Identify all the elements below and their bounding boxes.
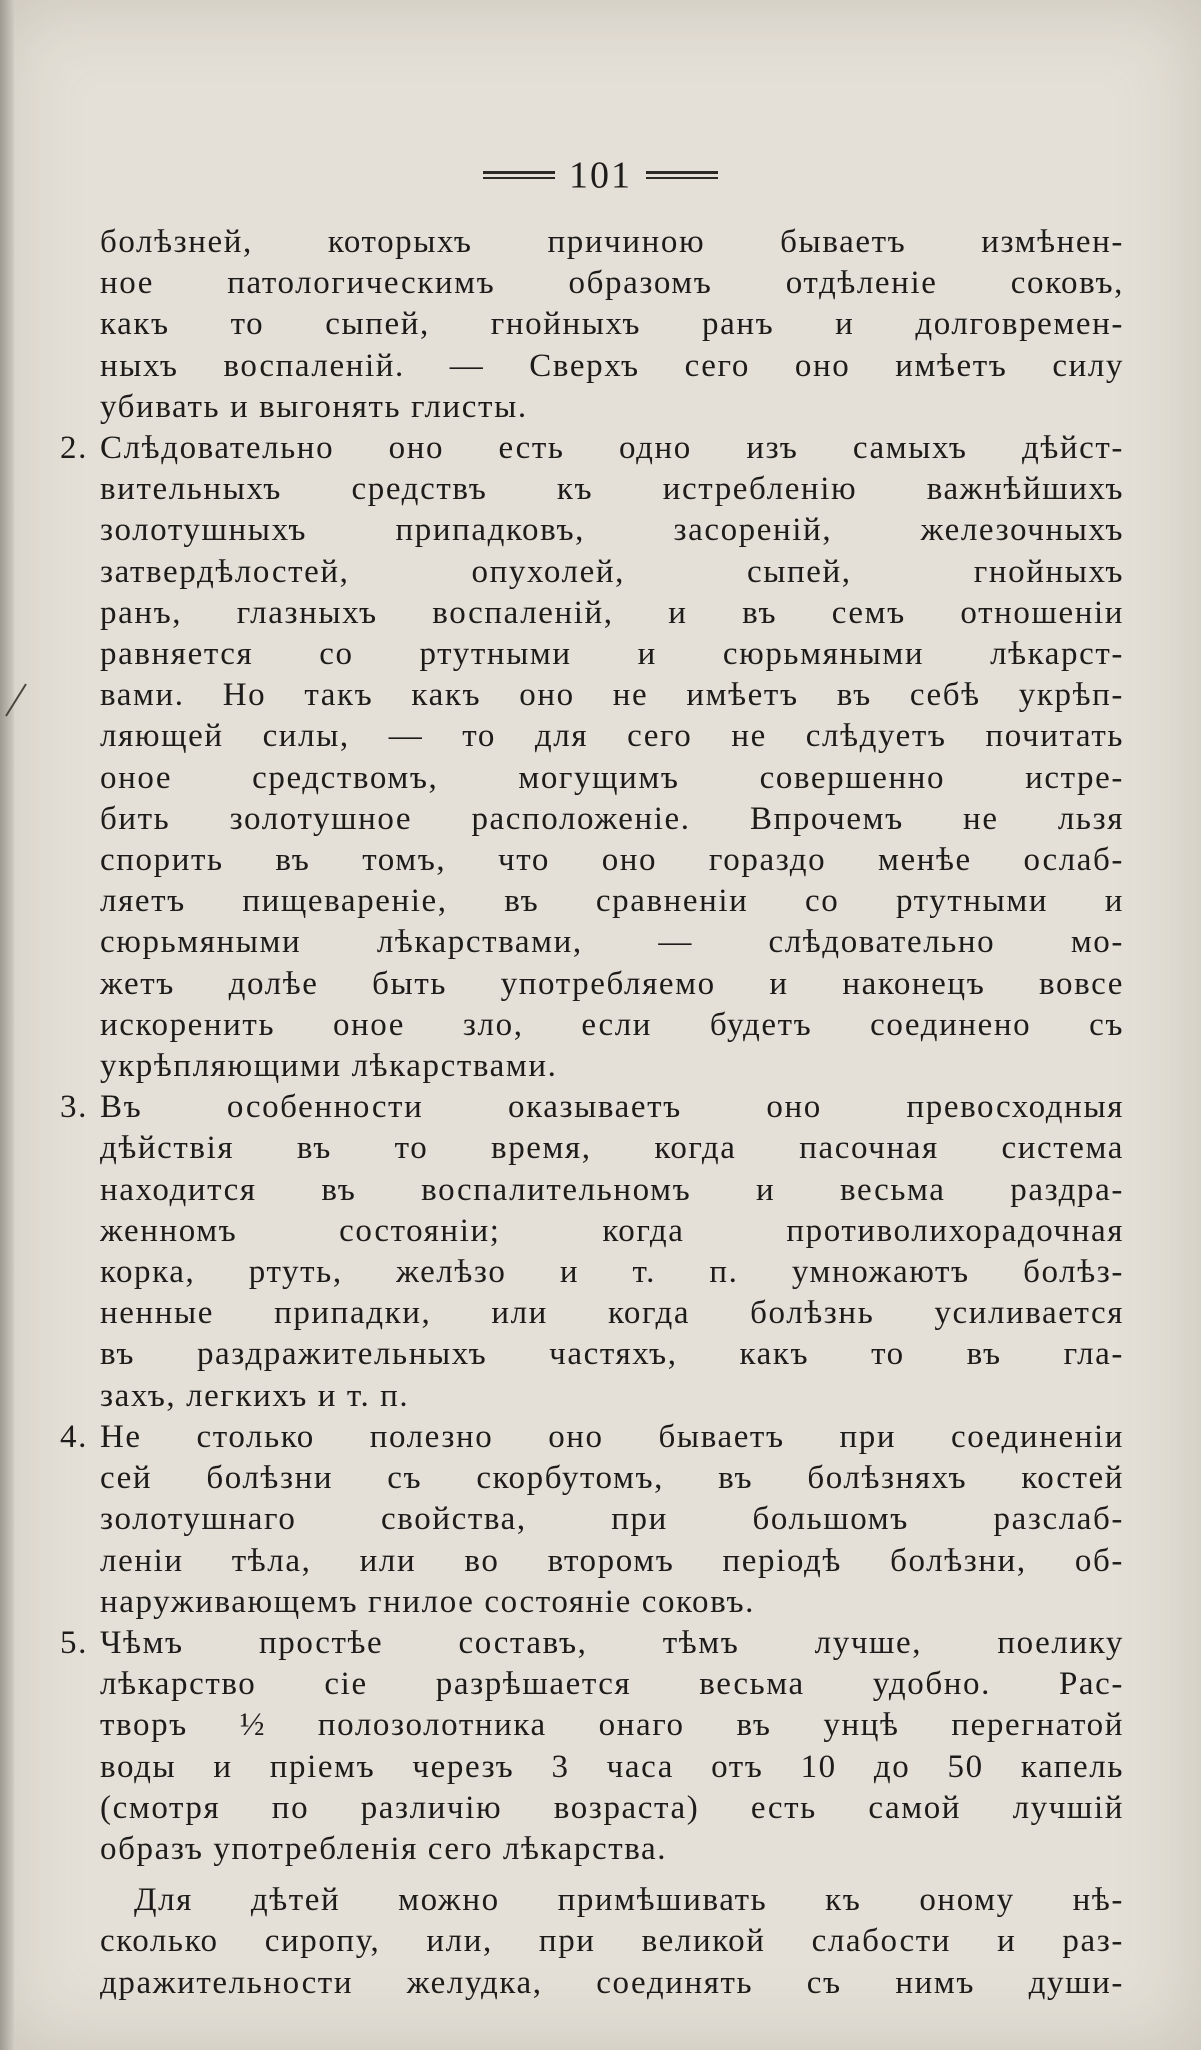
text-line: сей болѣзни съ скорбутомъ, въ болѣзняхъ костей <box>100 1460 1124 1497</box>
text-line: бить золотушное расположеніе. Впрочемъ не льзя <box>100 800 1124 837</box>
text-line: творъ ½ полозолотника онаго въ унцѣ перегнатой <box>100 1707 1124 1744</box>
text-line: захъ, легкихъ и т. п. <box>100 1377 410 1414</box>
item-number: 4. <box>60 1418 88 1455</box>
text-line: дражительности желудка, соединять съ нимъ души- <box>100 1964 1124 2001</box>
text-line: ныхъ воспаленій. — Сверхъ сего оно имѣетъ силу <box>100 347 1124 384</box>
numbered-item <box>60 1623 1124 1870</box>
text-line: находится въ воспалительномъ и весьма раздра- <box>100 1171 1124 1208</box>
text-line: какъ то сыпей, гнойныхъ ранъ и долговремен- <box>100 306 1124 343</box>
text-line: убивать и выгонять глисты. <box>100 388 528 425</box>
item-number: 5. <box>60 1624 88 1661</box>
text-line: вительныхъ средствъ къ истребленію важнѣйшихъ <box>100 471 1124 508</box>
continuation-paragraph <box>100 222 1124 428</box>
text-line: воды и пріемъ черезъ 3 часа отъ 10 до 50 капель <box>100 1748 1124 1785</box>
text-line: Чѣмъ простѣе составъ, тѣмъ лучше, поелику <box>100 1624 1124 1661</box>
text-line: Не столько полезно оно бываетъ при соединеніи <box>100 1418 1124 1455</box>
text-line: леніи тѣла, или во второмъ періодѣ болѣзни, об- <box>100 1542 1124 1579</box>
text-line: дѣйствія въ то время, когда пасочная система <box>100 1130 1124 1167</box>
text-line: искоренить оное зло, если будетъ соединено съ <box>100 1006 1124 1043</box>
header-rule-right <box>646 168 718 182</box>
closing-paragraph <box>100 1880 1124 2004</box>
text-line: золотушныхъ припадковъ, засореній, железочныхъ <box>100 512 1124 549</box>
numbered-item <box>60 1087 1124 1417</box>
text-line: ляетъ пищевареніе, въ сравненіи со ртутными и <box>100 883 1124 920</box>
numbered-item <box>60 1417 1124 1623</box>
text-line: наруживающемъ гнилое состояніе соковъ. <box>100 1583 755 1620</box>
text-line: (смотря по различію возраста) есть самой лучшій <box>100 1789 1124 1826</box>
text-line: укрѣпляющими лѣкарствами. <box>100 1048 558 1085</box>
text-line: корка, ртуть, желѣзо и т. п. умножаютъ болѣз- <box>100 1254 1124 1291</box>
text-line: образъ употребленія сего лѣкарства. <box>100 1830 668 1867</box>
header-rule-left <box>483 168 555 182</box>
page-header <box>0 150 1201 197</box>
text-line: спорить въ томъ, что оно гораздо менѣе ослаб- <box>100 842 1124 879</box>
text-line: вами. Но такъ какъ оно не имѣетъ въ себѣ укрѣп- <box>100 677 1124 714</box>
text-line: оное средствомъ, могущимъ совершенно истре- <box>100 759 1124 796</box>
text-line: затвердѣлостей, опухолей, сыпей, гнойныхъ <box>100 553 1124 590</box>
text-line: сюрьмяными лѣкарствами, — слѣдовательно мо- <box>100 924 1124 961</box>
text-line: женномъ состояніи; когда противолихорадочная <box>100 1212 1124 1249</box>
text-line: сколько сиропу, или, при великой слабости и раз- <box>100 1923 1124 1960</box>
text-line: ное патологическимъ образомъ отдѣленіе соковъ, <box>100 265 1124 302</box>
text-line: ранъ, глазныхъ воспаленій, и въ семъ отношеніи <box>100 594 1124 631</box>
text-line: Въ особенности оказываетъ оно превосходныя <box>100 1089 1124 1126</box>
item-number: 3. <box>60 1089 88 1126</box>
text-line: Для дѣтей можно примѣшивать къ оному нѣ- <box>134 1882 1124 1919</box>
margin-pencil-mark <box>2 680 30 720</box>
text-line: ляющей силы, — то для сего не слѣдуетъ почитать <box>100 718 1124 755</box>
page-number: 101 <box>569 154 632 197</box>
text-line: лѣкарство сіе разрѣшается весьма удобно. Рас- <box>100 1666 1124 1703</box>
text-line: золотушнаго свойства, при большомъ разслаб- <box>100 1501 1124 1538</box>
text-line: въ раздражительныхъ частяхъ, какъ то въ гла- <box>100 1336 1124 1373</box>
paragraph-gap <box>100 1870 1124 1880</box>
body-text <box>60 222 1124 2004</box>
page-gutter-edge <box>0 0 14 2050</box>
text-line: Слѣдовательно оно есть одно изъ самыхъ дѣйст- <box>100 430 1124 467</box>
item-number: 2. <box>60 430 88 467</box>
numbered-item <box>60 428 1124 1087</box>
text-line: равняется со ртутными и сюрьмяными лѣкарст- <box>100 636 1124 673</box>
text-line: ненные припадки, или когда болѣзнь усиливается <box>100 1295 1124 1332</box>
text-line: жетъ долѣе быть употребляемо и наконецъ вовсе <box>100 965 1124 1002</box>
text-line: болѣзней, которыхъ причиною бываетъ измѣнен- <box>100 224 1124 260</box>
